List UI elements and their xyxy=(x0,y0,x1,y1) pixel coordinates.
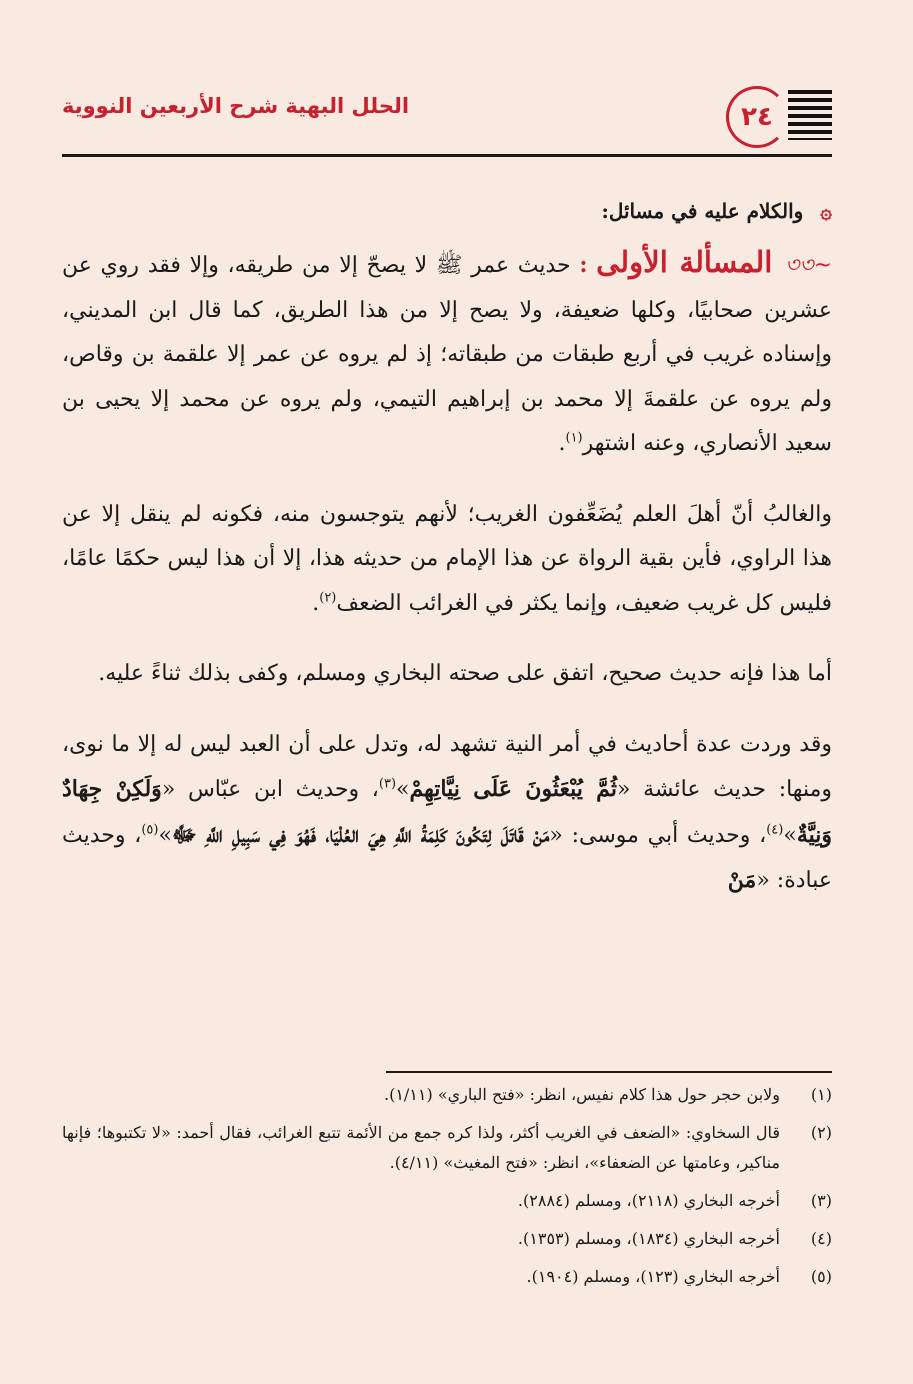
paragraph-end: . xyxy=(558,431,566,456)
header-stripes-decoration xyxy=(788,90,832,140)
paragraph-text: ، وحديث ابن عبّاس « xyxy=(161,777,379,802)
paragraph-end: . xyxy=(312,590,320,616)
footnote-item xyxy=(62,1186,832,1216)
paragraph-text: أما هذا فإنه حديث صحيح، اتفق على صحته البخاري ومسلم، وكفى بذلك ثناءً عليه. xyxy=(98,661,832,686)
intro-text: والكلام عليه في مسائل: xyxy=(601,199,804,223)
hadith-quote: مَنْ قَاتَلَ لِتَكُونَ كَلِمَةُ اللَّهِ هِيَ العُلْيَا، فَهُوَ فِي سَبِيلِ اللَّهِ ﷻ xyxy=(171,821,550,848)
footnote-ref[interactable]: (٤) xyxy=(766,822,784,838)
footnote-item xyxy=(62,1224,832,1254)
paragraph-gharib xyxy=(62,493,832,627)
flourish-ornament-icon: ~৩৩ xyxy=(784,253,833,278)
hadith-quote: ثُمَّ يُبْعَثُونَ عَلَى نِيَّاتِهِمْ xyxy=(409,776,617,802)
paragraph-text: وقد وردت عدة أحاديث في أمر النية تشهد له، وتدل على أن العبد ليس له إلا ما نوى، ومنها: حديث عائشة « xyxy=(62,731,832,802)
intro-line xyxy=(62,196,832,226)
footnote-ref[interactable]: (٣) xyxy=(378,776,397,792)
footnote-text: أخرجه البخاري (١٨٣٤)، ومسلم (١٣٥٣). xyxy=(517,1229,780,1248)
quote-close: » xyxy=(158,822,172,848)
paragraph-text: حديث عمر ﷺ لا يصحّ إلا من طريقه، وإلا فقد روي عن عشرين صحابيًا، وكلها ضعيفة، ولا يصح إلا من هذا الطريق، كما قال ابن المديني، وإسناده غريب في أربع طبقات من طبقاته؛ إذ لم يروه عن عمر إلا علقمة بن وقاص، ولم يروه عن علقمةَ إلا محمد بن إبراهيم التيمي، ولم يروه عن محمد إلا يحيى بن سعيد الأنصاري، وعنه اشتهر xyxy=(62,253,832,456)
issue-colon: : xyxy=(579,252,588,278)
book-title: الحلل البهية شرح الأربعين النووية xyxy=(62,94,410,118)
footnote-item xyxy=(62,1262,832,1292)
star-ornament-icon: ۞ xyxy=(820,199,832,223)
footnote-ref[interactable]: (٢) xyxy=(319,590,337,606)
paragraph-text: ، وحديث أبي موسى: « xyxy=(549,822,767,848)
footnote-number: (١) xyxy=(810,1085,832,1104)
issue-heading: المسألة الأولى xyxy=(596,245,773,279)
footnote-number: (٥) xyxy=(810,1267,832,1286)
footnotes xyxy=(62,1080,832,1300)
main-text xyxy=(62,196,832,930)
footnote-text: ولابن حجر حول هذا كلام نفيس، انظر: «فتح الباري» (١/١١). xyxy=(383,1085,780,1104)
paragraph-text: والغالبُ أنّ أهلَ العلم يُضَعِّفون الغريب؛ لأنهم يتوجسون منه، فكونه لم ينقل إلا عن هذا الراوي، فأين بقية الرواة عن هذا الإمام من حديثه هذا، إلا أن هذا ليس حكمًا عامًا، فليس كل غريب ضعيف، وإنما يكثر في الغرائب الضعف xyxy=(62,501,832,616)
hadith-quote: مَنْ xyxy=(727,867,757,893)
paragraph-first-issue xyxy=(62,240,832,467)
footnote-number: (٤) xyxy=(810,1229,832,1248)
page-header xyxy=(62,88,832,158)
footnote-ref[interactable]: (١) xyxy=(565,430,583,446)
footnote-number: (٢) xyxy=(810,1123,832,1142)
quote-close: » xyxy=(396,777,410,802)
paragraph-text: ، وحديث عبادة: « xyxy=(62,822,832,893)
hadith-quote: وَلَكِنْ جِهَادٌ وَنِيَّةٌ xyxy=(62,776,833,848)
footnote-text: قال السخاوي: «الضعف في الغريب أكثر، ولذا كره جمع من الأئمة تتبع الغرائب، فقال أحمد: «لا تكتبوها؛ فإنها مناكير، وعامتها عن الضعفاء»، انظر: «فتح المغيث» (٤/١١). xyxy=(62,1123,780,1172)
header-rule xyxy=(62,154,832,157)
footnote-item xyxy=(62,1118,832,1178)
quote-close: » xyxy=(783,822,797,848)
paragraph-sahih xyxy=(62,652,832,697)
footnote-text: أخرجه البخاري (٢١١٨)، ومسلم (٢٨٨٤). xyxy=(517,1191,780,1210)
footnote-number: (٣) xyxy=(810,1191,832,1210)
footnote-separator xyxy=(386,1071,832,1073)
page-number: ٢٤ xyxy=(726,86,788,148)
footnote-item xyxy=(62,1080,832,1110)
paragraph-niyyah xyxy=(62,723,832,904)
footnote-ref[interactable]: (٥) xyxy=(141,822,159,838)
footnote-text: أخرجه البخاري (١٢٣)، ومسلم (١٩٠٤). xyxy=(526,1267,780,1286)
